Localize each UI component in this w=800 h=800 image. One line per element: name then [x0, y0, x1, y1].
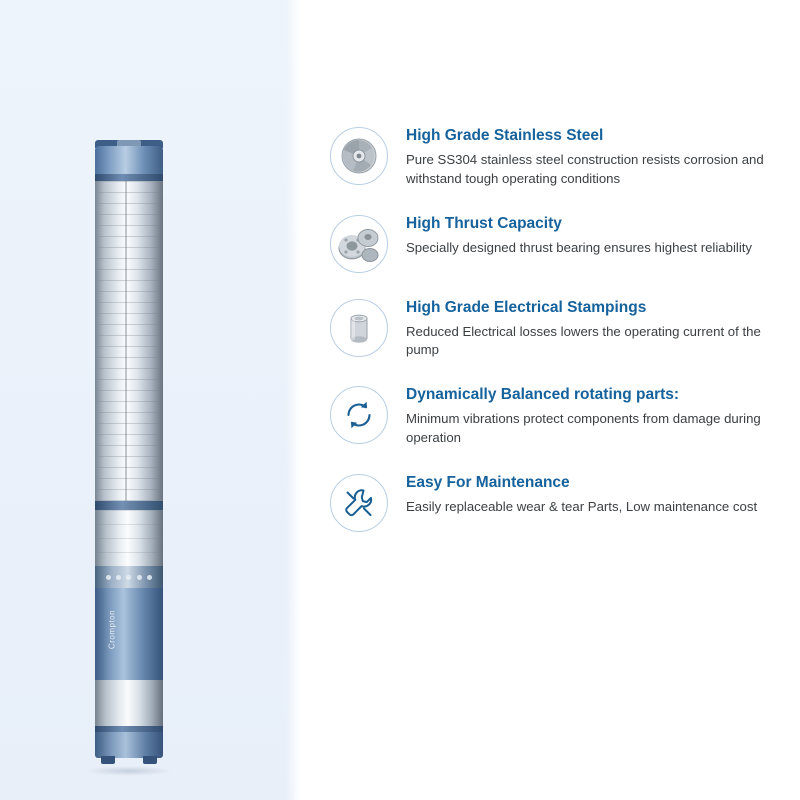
feature-title: Easy For Maintenance: [406, 473, 570, 491]
feature-title: High Thrust Capacity: [406, 214, 562, 232]
feature-item: [330, 213, 772, 273]
pump-base: [95, 732, 163, 758]
feature-text: [406, 472, 757, 517]
feature-item: [330, 384, 772, 448]
pump-head-band: [95, 174, 163, 181]
feature-description: Reduced Electrical losses lowers the operating current of the pump: [406, 323, 761, 358]
feature-description: Easily replaceable wear & tear Parts, Low maintenance cost: [406, 498, 758, 514]
feature-item: [330, 297, 772, 361]
submersible-pump-illustration: [95, 140, 163, 650]
feature-text: [406, 297, 772, 361]
pump-motor-steel-section: [95, 680, 163, 732]
pump-body-seam: [125, 181, 127, 501]
feature-list: [300, 0, 800, 800]
feature-text: [406, 384, 772, 448]
product-image-panel: [0, 0, 300, 800]
thrust-bearing-icon: [330, 215, 388, 273]
feature-description: Specially designed thrust bearing ensures highest reliability: [406, 239, 753, 255]
pump-coupler-bolts: [95, 572, 163, 582]
feature-item: [330, 472, 772, 532]
feature-text: [406, 125, 772, 189]
feature-item: [330, 125, 772, 189]
pump-lower-stage: [95, 510, 163, 566]
wrench-screwdriver-icon: [330, 474, 388, 532]
feature-title: Dynamically Balanced rotating parts:: [406, 386, 680, 404]
feature-title: High Grade Electrical Stampings: [406, 298, 647, 316]
stator-stamping-icon: [330, 299, 388, 357]
pump-shadow: [85, 766, 173, 776]
feature-description: Pure SS304 stainless steel construction resists corrosion and withstand tough operating conditions: [406, 152, 764, 186]
pump-brand-label: Crompton: [107, 609, 117, 650]
feature-title: High Grade Stainless Steel: [406, 127, 604, 144]
pump-stainless-body: [95, 181, 163, 501]
pump-mid-band: [95, 501, 163, 510]
pump-base-feet: [95, 756, 163, 764]
feature-text: [406, 213, 752, 258]
impeller-icon: [330, 127, 388, 185]
rotation-balance-icon: [330, 386, 388, 444]
feature-description: Minimum vibrations protect components from damage during operation: [406, 411, 761, 445]
